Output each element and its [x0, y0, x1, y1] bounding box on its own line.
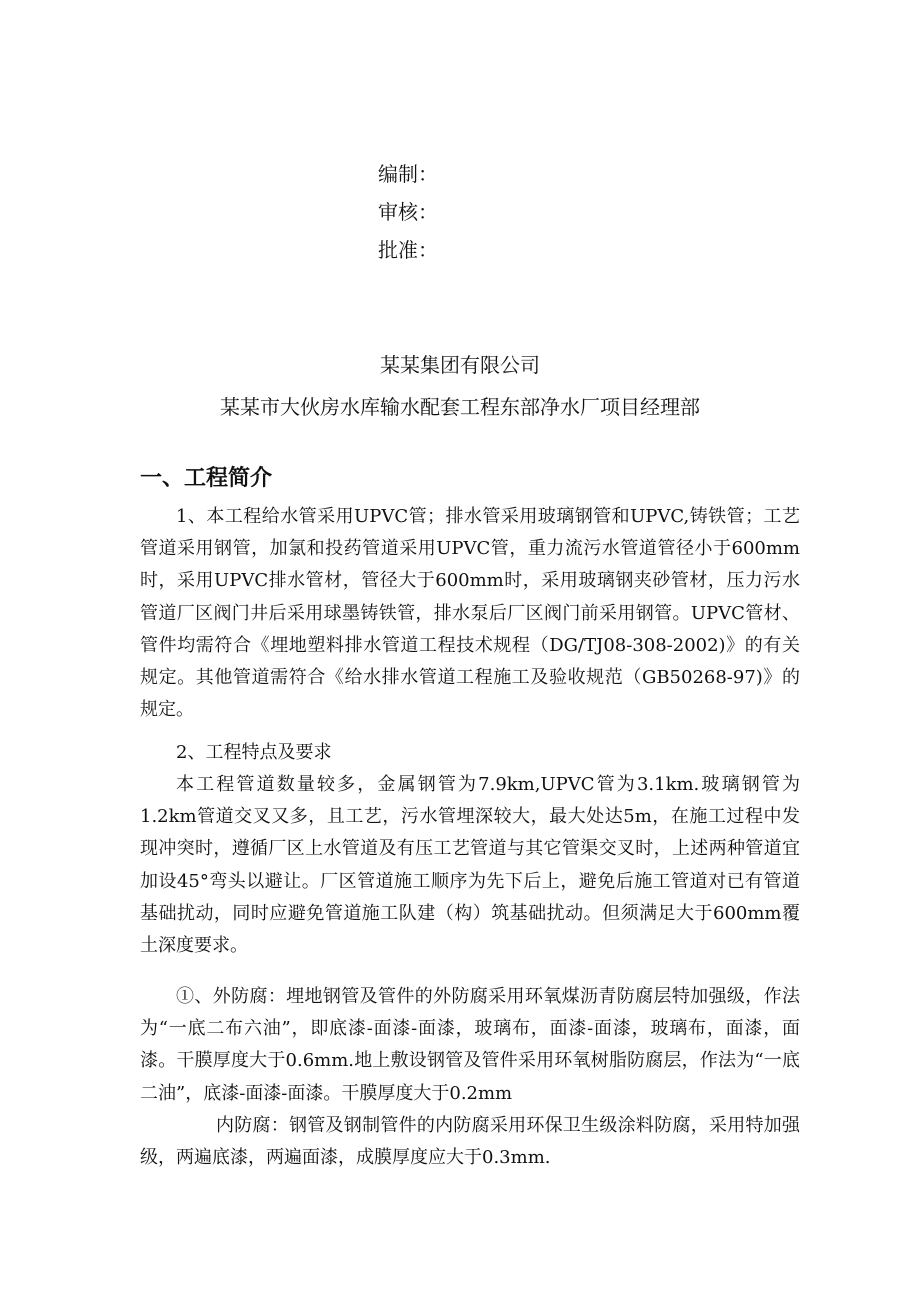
section-heading: 一、工程简介: [140, 466, 273, 491]
paragraph-external-anticorrosion: ①、外防腐：埋地钢管及管件的外防腐采用环氧煤沥青防腐层特加强级，作法为“一底二布六油”，即底漆-面漆-面漆，玻璃布，面漆-面漆，玻璃布，面漆，面漆。干膜厚度大于0.6mm.地上敷设钢管及管件采用环氧树脂防腐层，作法为“一底二油”，底漆-面漆-面漆。干膜厚度大于0.2mm: [140, 986, 800, 1104]
reviewed-by-label: 审核：: [378, 200, 438, 224]
prepared-by-label: 编制：: [378, 162, 438, 186]
paragraph-features: 本工程管道数量较多，金属钢管为7.9km,UPVC管为3.1km.玻璃钢管为1.2km管道交叉又多，且工艺，污水管埋深较大，最大处达5m，在施工过程中发现冲突时，遵循厂区上水管道及有压工艺管道与其它管渠交叉时，上述两种管道宜加设45°弯头以避让。厂区管道施工顺序为先下后上，避免后施工管道对已有管道基础扰动，同时应避免管道施工队建（构）筑基础扰动。但须满足大于600mm覆土深度要求。: [140, 774, 800, 957]
paragraph-pipe-materials: 1、本工程给水管采用UPVC管；排水管采用玻璃钢管和UPVC,铸铁管；工艺管道采用钢管，加氯和投药管道采用UPVC管，重力流污水管道管径小于600mm时，采用UPVC排水管材，管径大于600mm时，采用玻璃钢夹砂管材，压力污水管道厂区阀门井后采用球墨铸铁管，排水泵后厂区阀门前采用钢管。UPVC管材、管件均需符合《埋地塑料排水管道工程技术规程（DG/TJ08-308-2002)》的有关规定。其他管道需符合《给水排水管道工程施工及验收规范（GB50268-97)》的规定。: [140, 506, 800, 721]
subheading-features: 2、工程特点及要求: [176, 742, 332, 763]
approved-by-label: 批准：: [378, 238, 438, 262]
paragraph-internal-anticorrosion: 内防腐：钢管及钢制管件的内防腐采用环保卫生级涂料防腐，采用特加强级，两遍底漆，两遍面漆，成膜厚度应大于0.3mm.: [140, 1115, 800, 1169]
department-name: 某某市大伙房水库输水配套工程东部净水厂项目经理部: [220, 395, 700, 419]
company-name: 某某集团有限公司: [380, 353, 540, 377]
